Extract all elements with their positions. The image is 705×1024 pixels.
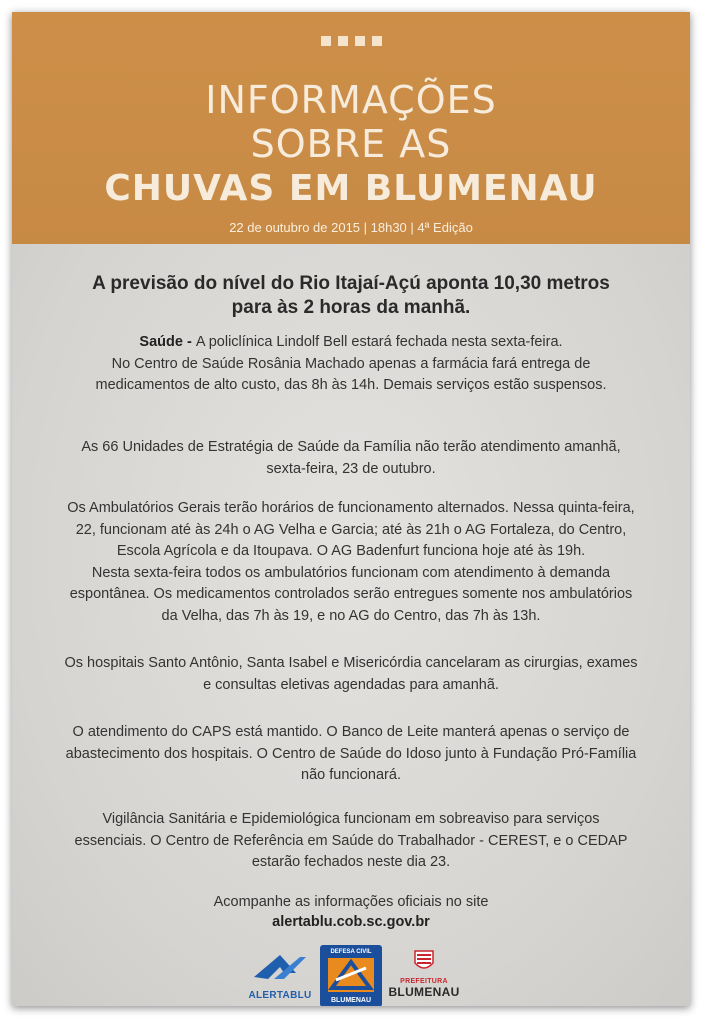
- triangle-icon: [328, 958, 374, 992]
- dot-icon: [355, 36, 365, 46]
- paragraph-line: da Velha, das 7h às 19, e no AG do Centro, das 7h às 13h.: [161, 607, 541, 624]
- dot-icon: [321, 36, 331, 46]
- alertablu-label: ALERTABLU: [248, 990, 312, 1001]
- headline-line: A previsão do nível do Rio Itajaí-Açú aponta 10,30 metros: [92, 273, 610, 294]
- defesa-civil-field: [328, 958, 374, 992]
- paragraph-line: medicamentos de alto custo, das 8h às 14h. Demais serviços estão suspensos.: [95, 377, 607, 393]
- defesa-civil-logo: [320, 945, 382, 1006]
- paragraph-line: 22, funcionam até às 24h o AG Velha e Garcia; até às 21h o AG Fortaleza, do Centro,: [75, 521, 627, 538]
- prefeitura-logo: [382, 949, 466, 999]
- headline: [32, 272, 670, 320]
- alertablu-icon: [250, 949, 310, 985]
- headline-line: para às 2 horas da manhã.: [231, 297, 471, 318]
- dot-icon: [338, 36, 348, 46]
- prefeitura-bottom-label: BLUMENAU: [388, 985, 460, 999]
- coat-of-arms-icon: [413, 949, 435, 973]
- title-line-1: INFORMAÇÕES: [205, 78, 497, 122]
- paragraph-line: As 66 Unidades de Estratégia de Saúde da Família não terão atendimento amanhã,: [81, 439, 621, 455]
- paragraph-saude: [32, 332, 670, 397]
- title-line-2: SOBRE AS: [250, 122, 452, 166]
- paragraph-vigilancia: [32, 809, 670, 874]
- saude-label: Saúde -: [139, 334, 196, 350]
- paragraph-line: essenciais. O Centro de Referência em Saúde do Trabalhador - CEREST, e o CEDAP: [74, 832, 628, 849]
- paragraph-unidades: [32, 437, 670, 480]
- site-link[interactable]: alertablu.cob.sc.gov.br: [272, 914, 430, 930]
- paragraph-line: abastecimento dos hospitais. O Centro de Saúde do Idoso junto à Fundação Pró-Família: [65, 745, 637, 762]
- prefeitura-top-label: PREFEITURA: [400, 978, 448, 985]
- paragraph-ambulatorios: [32, 498, 670, 627]
- alertablu-logo: [240, 949, 320, 1001]
- defesa-civil-badge: [320, 945, 382, 1006]
- defesa-civil-bottom-label: BLUMENAU: [330, 997, 372, 1004]
- paragraph-line: Os hospitais Santo Antônio, Santa Isabel e Misericórdia cancelaram as cirurgias, exames: [64, 655, 638, 671]
- bulletin-card: [12, 12, 690, 1006]
- paragraph-line: [32, 332, 670, 354]
- paragraph-line: Os Ambulatórios Gerais terão horários de funcionamento alternados. Nessa quinta-feira,: [67, 500, 635, 516]
- paragraph-line: Escola Agrícola e da Itoupava. O AG Badenfurt funciona hoje até às 19h.: [116, 543, 586, 559]
- paragraph-caps: [32, 722, 670, 787]
- decorative-dots: [12, 36, 690, 46]
- paragraph-text: A policlínica Lindolf Bell estará fechada nesta sexta-feira.: [195, 334, 563, 350]
- paragraph-line: No Centro de Saúde Rosânia Machado apenas a farmácia fará entrega de: [111, 355, 591, 372]
- paragraph-line: Nesta sexta-feira todos os ambulatórios funcionam com atendimento à demanda: [91, 564, 611, 581]
- paragraph-line: Vigilância Sanitária e Epidemiológica funcionam em sobreaviso para serviços: [102, 811, 600, 827]
- paragraph-line: e consultas eletivas agendadas para amanhã.: [203, 676, 499, 693]
- title-line-3: CHUVAS EM BLUMENAU: [104, 168, 598, 209]
- defesa-civil-top-label: DEFESA CIVIL: [330, 949, 372, 955]
- paragraph-hospitais: [32, 653, 670, 696]
- header-banner: [12, 12, 690, 244]
- paragraph-line: não funcionará.: [301, 767, 401, 783]
- paragraph-line: espontânea. Os medicamentos controlados serão entregues somente nos ambulatórios: [69, 586, 633, 602]
- paragraph-line: sexta-feira, 23 de outubro.: [266, 460, 436, 477]
- page-title: [12, 78, 690, 212]
- logo-row: [12, 949, 690, 1006]
- dot-icon: [372, 36, 382, 46]
- footer-line: Acompanhe as informações oficiais no site: [213, 894, 489, 910]
- paragraph-line: estarão fechados neste dia 23.: [251, 854, 451, 870]
- edition-subtitle: 22 de outubro de 2015 | 18h30 | 4ª Edição: [229, 220, 473, 235]
- bulletin-body: [12, 244, 690, 1006]
- paragraph-line: O atendimento do CAPS está mantido. O Banco de Leite manterá apenas o serviço de: [72, 724, 630, 740]
- footer-info: [32, 892, 670, 932]
